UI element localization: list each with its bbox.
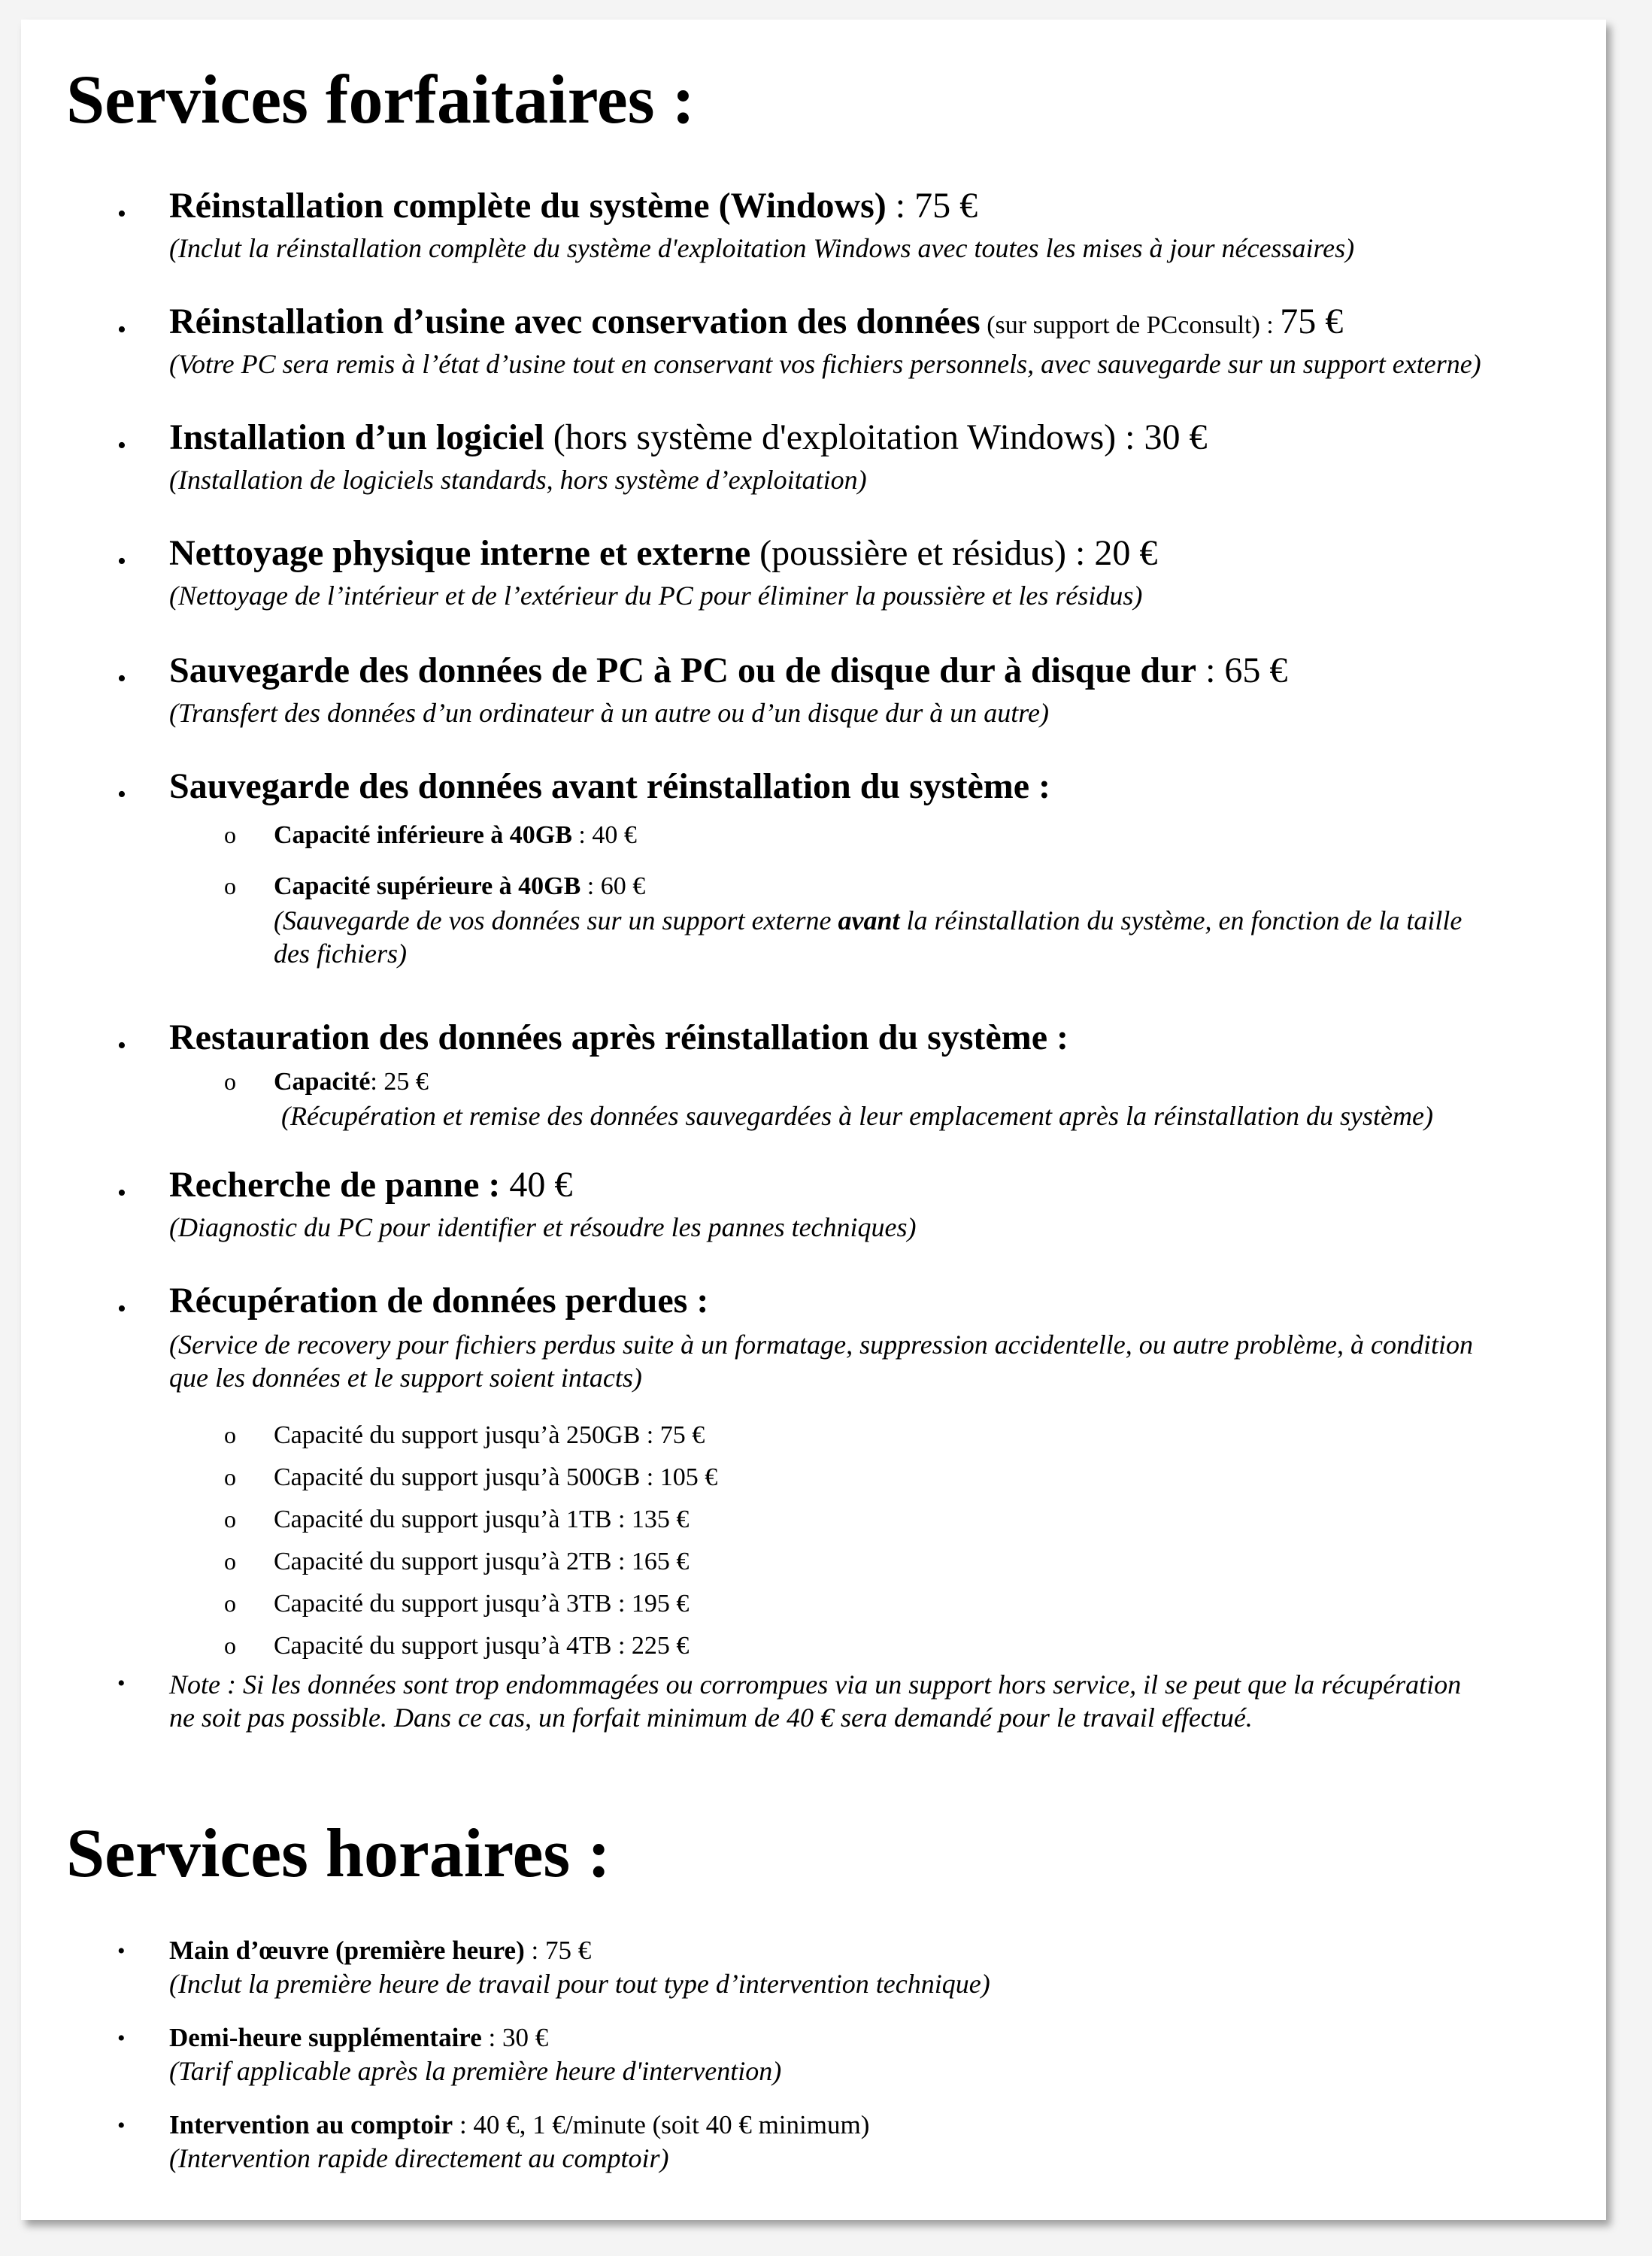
service-note: (sur support de PCconsult) : [980,311,1281,339]
service-name: Demi-heure supplémentaire [169,2023,482,2052]
service-price: : 75 € [524,1936,592,1965]
service-description: (Votre PC sera remis à l’état d’usine tout en conservant vos fichiers personnels, avec sauvegarde sur un support externe) [169,349,1481,379]
service-price: : 40 €, 1 €/minute (soit 40 € minimum) [453,2110,870,2139]
capacity-option: Capacité du support jusqu’à 500GB : 105 € [274,1463,718,1491]
service-name: Sauvegarde des données avant réinstallation du système : [169,766,1051,806]
capacity-option: Capacité du support jusqu’à 3TB : 195 € [274,1590,690,1618]
bullet: • [117,1032,126,1060]
sub-bullet: o [224,1506,236,1533]
capacity-description: (Sauvegarde de vos données sur un support externe avant la réinstallation du système, en fonction de la taille [274,905,1463,935]
service-name: Intervention au comptoir [169,2110,453,2139]
service-name: Installation d’un logiciel [169,417,544,457]
service-description-line2: que les données et le support soient intacts) [169,1363,642,1393]
service-description: (Diagnostic du PC pour identifier et résoudre les pannes techniques) [169,1212,917,1242]
bullet: • [117,1179,126,1207]
section-title-forfaitaires: Services forfaitaires : [66,61,696,138]
capacity-label: Capacité supérieure à 40GB [274,872,581,900]
sub-bullet: o [224,1421,236,1448]
bullet: • [117,2113,126,2138]
bullet: • [117,200,126,228]
service-price: 75 € [1280,302,1344,341]
capacity-option: Capacité du support jusqu’à 2TB : 165 € [274,1548,690,1575]
capacity-option: Capacité du support jusqu’à 1TB : 135 € [274,1506,690,1533]
sub-bullet: o [224,1632,236,1659]
bullet: • [117,1671,126,1696]
bullet: • [117,1295,126,1323]
service-description: (Transfert des données d’un ordinateur à un autre ou d’un disque dur à un autre) [169,698,1049,728]
service-name: Réinstallation d’usine avec conservation des données [169,302,981,341]
capacity-label: Capacité [274,1068,371,1096]
sub-bullet: o [224,1548,236,1575]
capacity-price: : 40 € [571,821,637,849]
service-name: Sauvegarde des données de PC à PC ou de disque dur à disque dur [169,650,1197,690]
bullet: • [117,781,126,808]
service-price: (poussière et résidus) : 20 € [750,533,1158,573]
service-description: (Inclut la première heure de travail pour tout type d’intervention technique) [169,1969,990,1999]
service-name: Restauration des données après réinstallation du système : [169,1017,1068,1057]
capacity-description-line2: des fichiers) [274,938,407,969]
service-description: (Tarif applicable après la première heure d'intervention) [169,2056,782,2086]
service-description: (Service de recovery pour fichiers perdus suite à un formatage, suppression accidentelle, ou autre problème, à condition [169,1330,1473,1360]
service-name: Récupération de données perdues : [169,1281,709,1321]
document-page [21,20,1606,2220]
capacity-option: Capacité du support jusqu’à 250GB : 75 € [274,1421,705,1449]
service-description: (Installation de logiciels standards, hors système d’exploitation) [169,465,867,495]
service-price: : 75 € [886,186,978,226]
service-name: Réinstallation complète du système (Windows) [169,186,887,226]
service-price: : 30 € [481,2023,549,2052]
service-price: 40 € [500,1165,573,1205]
sub-bullet: o [224,872,236,899]
service-price: (hors système d'exploitation Windows) : 30 € [544,417,1208,457]
bullet: • [117,2026,126,2051]
note-line-2: ne soit pas possible. Dans ce cas, un forfait minimum de 40 € sera demandé pour le travail effectué. [169,1703,1253,1733]
sub-bullet: o [224,1590,236,1617]
capacity-price: : 25 € [370,1068,429,1096]
capacity-label: Capacité inférieure à 40GB [274,821,572,849]
service-name: Nettoyage physique interne et externe [169,533,751,573]
bullet: • [117,432,126,459]
capacity-option: Capacité du support jusqu’à 4TB : 225 € [274,1632,690,1660]
sub-bullet: o [224,821,236,848]
service-name: Recherche de panne : [169,1165,501,1205]
service-description: (Intervention rapide directement au comptoir) [169,2143,669,2173]
service-description: (Nettoyage de l’intérieur et de l’extérieur du PC pour éliminer la poussière et les résidus) [169,581,1143,611]
bullet: • [117,1939,126,1963]
service-description: (Inclut la réinstallation complète du système d'exploitation Windows avec toutes les mises à jour nécessaires) [169,233,1355,263]
section-title-horaires: Services horaires : [66,1815,611,1891]
capacity-price: : 60 € [580,872,646,900]
bullet: • [117,665,126,693]
bullet: • [117,316,126,344]
service-price: : 65 € [1196,650,1288,690]
note-line: Note : Si les données sont trop endommagées ou corrompues via un support hors service, il se peut que la récupération [169,1669,1462,1700]
capacity-description: (Récupération et remise des données sauvegardées à leur emplacement après la réinstallation du système) [281,1101,1433,1131]
sub-bullet: o [224,1463,236,1490]
sub-bullet: o [224,1068,236,1095]
service-name: Main d’œuvre (première heure) [169,1936,525,1965]
bullet: • [117,547,126,575]
